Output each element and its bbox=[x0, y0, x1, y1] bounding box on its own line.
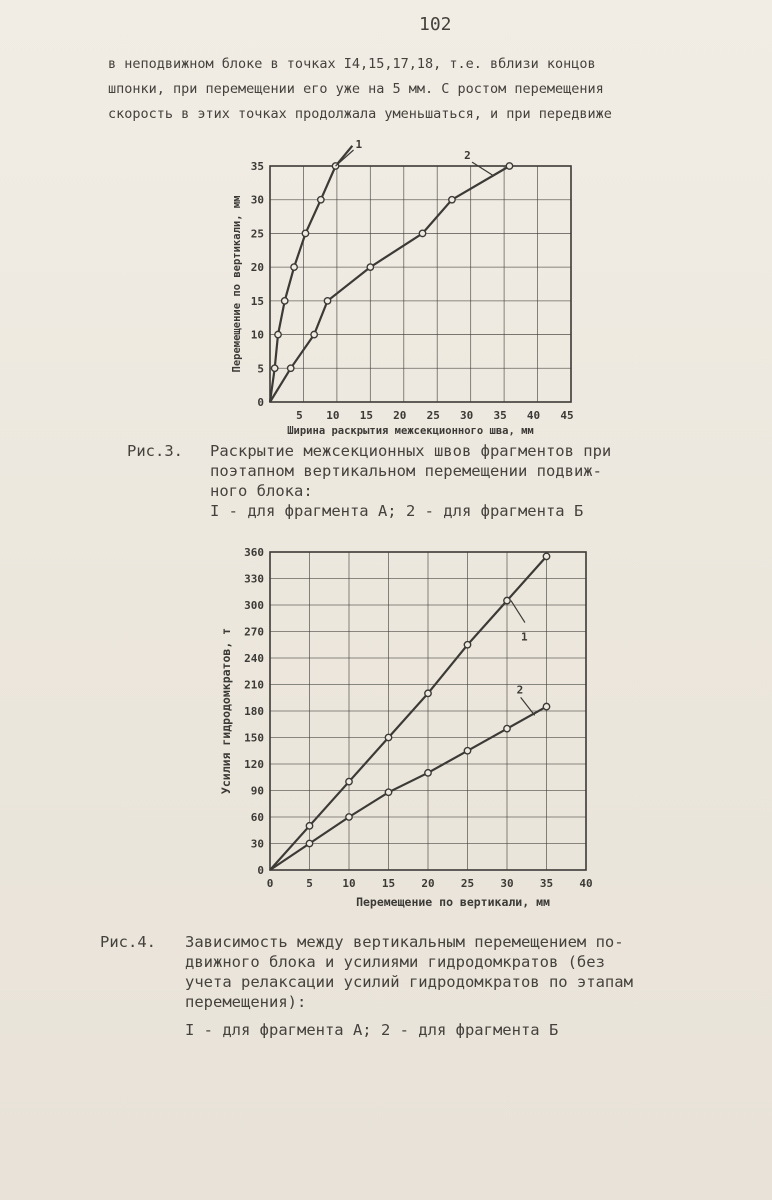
plot-frame bbox=[270, 166, 571, 402]
y-tick-label: 10 bbox=[250, 328, 264, 342]
figure3-caption-line: ного блока: bbox=[210, 482, 313, 500]
x-tick-label: 10 bbox=[326, 409, 340, 422]
y-tick-label: 60 bbox=[250, 811, 264, 824]
series-leader-line bbox=[336, 150, 354, 166]
x-axis-label: Ширина раскрытия межсекционного шва, мм bbox=[287, 425, 534, 437]
x-tick-label: 15 bbox=[381, 877, 396, 890]
figure3-caption-line: Раскрытие межсекционных швов фрагментов при bbox=[210, 442, 612, 460]
y-tick-label: 360 bbox=[244, 546, 264, 559]
series-point bbox=[504, 597, 510, 603]
series-point bbox=[271, 365, 277, 371]
x-tick-label: 10 bbox=[342, 877, 356, 890]
y-axis-label: Усилия гидродомкратов, т bbox=[219, 627, 233, 795]
series-marker-label: 1 bbox=[520, 630, 528, 644]
figure4-caption-line: перемещения): bbox=[185, 993, 307, 1011]
y-tick-label: 30 bbox=[250, 193, 264, 207]
y-tick-label: 0 bbox=[257, 396, 264, 409]
series-leader-line bbox=[521, 697, 535, 715]
series-point bbox=[346, 814, 352, 820]
figure3-caption-line: поэтапном вертикальном перемещении подвиж- bbox=[210, 462, 602, 480]
y-tick-label: 25 bbox=[250, 227, 264, 241]
x-tick-label: 5 bbox=[296, 409, 303, 422]
series-point bbox=[504, 725, 510, 731]
body-line: скорость в этих точках продолжала уменьшаться, и при передвиже bbox=[108, 106, 612, 122]
series-point bbox=[419, 230, 425, 236]
x-tick-label: 20 bbox=[421, 877, 435, 890]
y-tick-label: 300 bbox=[244, 599, 264, 612]
series-point bbox=[311, 331, 317, 337]
y-tick-label: 35 bbox=[250, 160, 264, 173]
series-marker-label: 1 bbox=[355, 138, 363, 151]
figure4-chart bbox=[205, 540, 605, 910]
series-point bbox=[318, 197, 324, 203]
series-point bbox=[449, 197, 455, 203]
x-tick-label: 15 bbox=[359, 409, 373, 422]
y-tick-label: 5 bbox=[257, 362, 264, 376]
series-leader-line bbox=[472, 162, 494, 176]
y-tick-label: 20 bbox=[250, 261, 264, 275]
series-point bbox=[464, 748, 470, 754]
y-tick-label: 120 bbox=[244, 758, 264, 771]
figure3-label: Рис.3. bbox=[127, 442, 183, 460]
series-point bbox=[425, 690, 431, 696]
y-tick-label: 270 bbox=[244, 625, 264, 639]
series-leader-line bbox=[511, 601, 525, 623]
y-tick-label: 90 bbox=[250, 784, 264, 798]
figure4-caption-line: учета релаксации усилий гидродомкратов по этапам bbox=[185, 973, 633, 991]
x-tick-label: 35 bbox=[493, 409, 507, 422]
series-point bbox=[282, 298, 288, 304]
x-tick-label: 30 bbox=[500, 877, 514, 890]
y-tick-label: 240 bbox=[244, 652, 264, 665]
x-tick-label: 30 bbox=[460, 409, 474, 422]
figure4-caption-line: движного блока и усилиями гидродомкратов (без bbox=[185, 953, 605, 971]
x-tick-label: 45 bbox=[560, 409, 574, 422]
series-point bbox=[385, 789, 391, 795]
series-point bbox=[543, 703, 549, 709]
body-line: шпонки, при перемещении его уже на 5 мм. С ростом перемещения bbox=[108, 81, 604, 97]
series-point bbox=[306, 840, 312, 846]
x-tick-label: 35 bbox=[539, 877, 554, 890]
y-axis-label: Перемещение по вертикали, мм bbox=[231, 195, 243, 373]
y-tick-label: 30 bbox=[250, 837, 264, 851]
x-tick-label: 0 bbox=[266, 877, 274, 890]
figure4-caption-line: Зависимость между вертикальным перемещением по- bbox=[185, 933, 624, 951]
series-point bbox=[464, 642, 470, 648]
x-tick-label: 25 bbox=[460, 877, 475, 890]
figure4-legend: I - для фрагмента А; 2 - для фрагмента Б bbox=[185, 1021, 559, 1039]
figure3-plot bbox=[210, 138, 610, 440]
figure4-label: Рис.4. bbox=[100, 933, 156, 951]
series-point bbox=[275, 331, 281, 337]
series-point bbox=[425, 770, 431, 776]
x-tick-label: 20 bbox=[393, 409, 407, 422]
series-point bbox=[291, 264, 297, 270]
series-point bbox=[324, 298, 330, 304]
body-paragraph bbox=[108, 52, 768, 127]
y-tick-label: 210 bbox=[244, 678, 264, 692]
y-tick-label: 15 bbox=[250, 294, 264, 308]
figure4-plot bbox=[205, 540, 605, 910]
figure3-legend: I - для фрагмента А; 2 - для фрагмента Б bbox=[210, 502, 584, 520]
y-tick-label: 0 bbox=[257, 864, 264, 877]
x-tick-label: 40 bbox=[526, 409, 541, 422]
series-point bbox=[346, 778, 352, 784]
x-tick-label: 40 bbox=[579, 877, 593, 890]
series-marker-label: 2 bbox=[516, 683, 524, 697]
figure3-chart bbox=[210, 138, 610, 440]
y-tick-label: 180 bbox=[244, 705, 264, 718]
series-point bbox=[306, 823, 312, 829]
series-point bbox=[367, 264, 373, 270]
series-marker-label: 2 bbox=[464, 149, 471, 163]
x-tick-label: 25 bbox=[426, 409, 440, 422]
body-line: в неподвижном блоке в точках I4,15,17,18, т.е. вблизи концов bbox=[108, 56, 596, 72]
y-tick-label: 150 bbox=[244, 731, 264, 745]
y-tick-label: 330 bbox=[244, 572, 264, 586]
x-tick-label: 5 bbox=[306, 877, 313, 890]
series-point bbox=[385, 734, 391, 740]
x-axis-label: Перемещение по вертикали, мм bbox=[356, 895, 550, 909]
series-point bbox=[302, 230, 308, 236]
series-point bbox=[506, 163, 512, 169]
series-line-2 bbox=[270, 166, 510, 402]
series-point bbox=[288, 365, 294, 371]
page-number: 102 bbox=[419, 14, 452, 35]
series-line-1 bbox=[270, 146, 352, 402]
series-point bbox=[543, 553, 549, 559]
